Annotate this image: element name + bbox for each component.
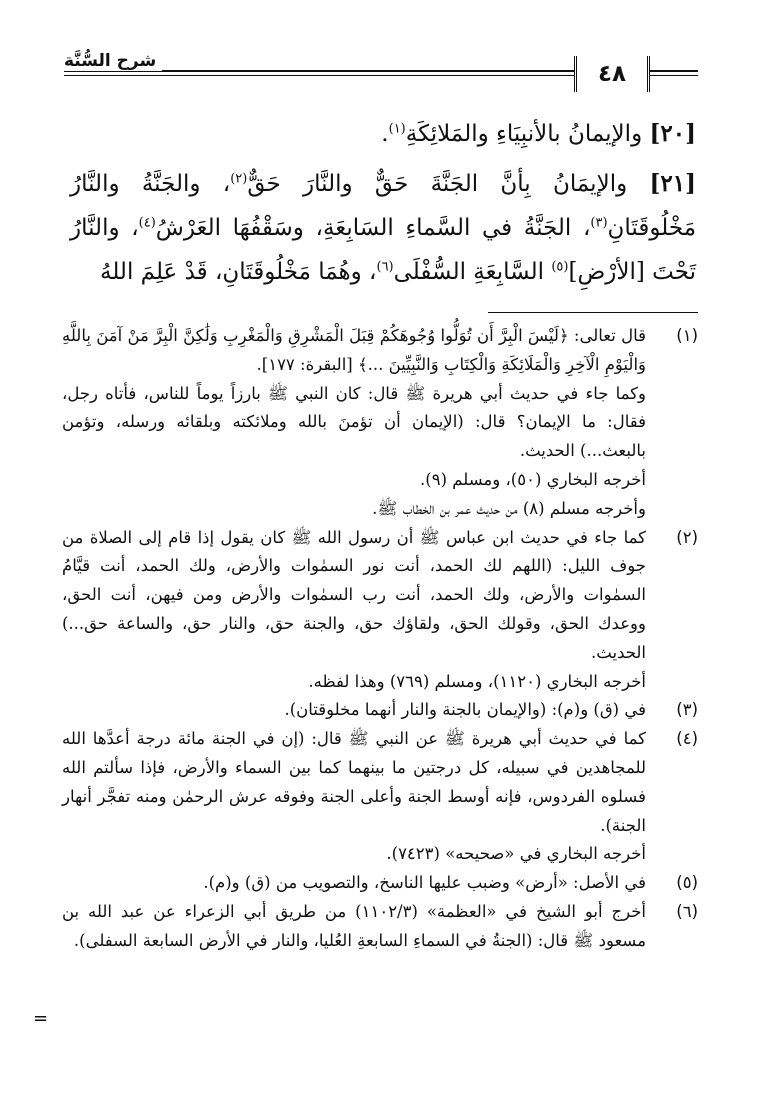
footnote-ref: (٢) — [230, 171, 248, 187]
footnote-body — [62, 898, 646, 956]
footnote-body — [62, 869, 646, 898]
footnote — [62, 869, 698, 898]
footnote — [62, 725, 698, 869]
footnote-ref: (٤) — [138, 215, 156, 231]
paragraph-text: ، الجَنَّةُ في السَّماءِ السَابِعَةِ، وسَقْفُهَا العَرْشُ — [155, 215, 591, 241]
footnote-number: (٢) — [676, 527, 698, 547]
footnote-ref: (٣) — [590, 215, 608, 231]
footnote-body — [62, 725, 646, 869]
footnote-line: وكما جاء في حديث أبي هريرة ﷺ قال: كان النبي ﷺ بارزاً يوماً للناس، فأتاه رجل، فقال: ما الإيمان؟ قال: (الإيمان أن تؤمنَ بالله وملائكته وبلقائه ورسله، وتؤمن بالبعث...) الحديث. — [62, 383, 646, 461]
footnote-number: (٤) — [676, 729, 698, 749]
paragraph-text: السَّابِعَةِ السُّفْلَى — [393, 259, 552, 285]
footnote-number: (٥) — [676, 873, 698, 893]
footnote-body — [62, 696, 646, 725]
paragraph-text: ، والنَّارُ تَحْتَ [الأرْضِ] — [70, 215, 696, 285]
footnote-body — [62, 322, 646, 524]
footnote — [62, 322, 698, 524]
paragraph-number: [٢١] — [649, 170, 696, 197]
footnote-ref: (١) — [388, 121, 406, 137]
footnote-number: (٣) — [676, 700, 698, 720]
paragraph-number: [٢٠] — [649, 120, 696, 147]
footnote-line: في (ق) و(م): (والإيمان بالجنة والنار أنهما مخلوقتان). — [284, 700, 646, 720]
footnote-number: (٦) — [676, 901, 698, 921]
footnote-body — [62, 524, 646, 697]
footnote-line: أخرجه البخاري (٥٠)، ومسلم (٩). — [420, 469, 646, 489]
paragraph-text: والإيمَانُ بِأنَّ الجَنَّةَ حَقٌّ والنَّارَ حَقٌّ — [247, 171, 628, 197]
footnote — [62, 524, 698, 697]
footnote-line: كما في حديث أبي هريرة ﷺ عن النبي ﷺ قال: (إن في الجنة مائة درجة أعدَّها الله للمجاهدين في سبيله، كل درجتين ما بينهما كما بين السماء والأرض، فإذا سألتم الله فسلوه الفردوس، فإنه أوسط الجنة وأعلى الجنة وفوقه عرش الرحمٰن ومنه تفجَّر أنهار الجنة). — [62, 729, 646, 835]
footnote-line: وأخرجه مسلم (٨) من حديث عمر بن الخطاب ﷺ. — [372, 498, 646, 518]
page-header — [64, 51, 698, 98]
running-title: شرح السُّنَّة — [64, 51, 162, 71]
paragraph-text: والإيمانُ بالأنبِيَاءِ والمَلائِكَةِ — [405, 121, 643, 147]
footnote-line: قال تعالى: ﴿لَيْسَ الْبِرَّ أَن تُوَلُّوا وُجُوهَكُمْ قِبَلَ الْمَشْرِقِ وَالْمَغْرِبِ وَلَٰكِنَّ الْبِرَّ مَنْ آمَنَ بِاللَّهِ وَالْيَوْمِ الْآخِرِ وَالْمَلَائِكَةِ وَالْكِتَابِ وَالنَّبِيِّينَ ...﴾ [البقرة: ١٧٧]. — [62, 326, 646, 374]
page-number: ٤٨ — [574, 56, 650, 92]
footnote-line: أخرجه البخاري (١١٢٠)، ومسلم (٧٦٩) وهذا لفظه. — [308, 671, 646, 691]
footnote-ref: (٦) — [376, 259, 394, 275]
continuation-mark: = — [33, 1008, 49, 1029]
footnotes — [62, 322, 698, 956]
footnote — [62, 696, 698, 725]
main-text — [70, 112, 696, 294]
footnote-ref: (٥) — [551, 259, 569, 275]
paragraph-21 — [70, 162, 696, 294]
footnote-line: كما جاء في حديث ابن عباس ﷺ أن رسول الله ﷺ كان يقول إذا قام إلى الصلاة من جوف الليل: (اللهم لك الحمد، أنت نور السمٰوات والأرض، ولك الحمد، أنت قيَّامُ السمٰوات والأرض، ولك الحمد، أنت رب السمٰوات والأرض ومن فيهن، أنت الحق، ووعدك الحق، وقولك الحق، ولقاؤك حق، والجنة حق، والنار حق، والساعة حق...) الحديث. — [62, 527, 646, 662]
footnote — [62, 898, 698, 956]
paragraph-20: [٢٠] والإيمانُ بالأنبِيَاءِ والمَلائِكَةِ$^{(١)}$. — [381, 120, 696, 147]
footnote-line: في الأصل: «أرض» وضبب عليها الناسخ، والتصويب من (ق) و(م). — [203, 873, 646, 893]
footnote-line: أخرج أبو الشيخ في «العظمة» (١١٠٢/٣) من طريق أبي الزعراء عن عبد الله بن مسعود ﷺ قال: (الجنةُ في السماءِ السابعةِ العُليا، والنار في الأرض السابعة السفلى). — [62, 901, 646, 950]
paragraph-text: ، والجَنَّةُ والنَّارُ مَخْلُوقَتَانِ — [70, 171, 697, 241]
footnote-number: (١) — [676, 326, 698, 345]
footnote-line: أخرجه البخاري في «صحيحه» (٧٤٢٣). — [386, 844, 646, 864]
paragraph-text: ، وهُمَا مَخْلُوقَتَانِ، قَدْ عَلِمَ اللهُ — [99, 259, 377, 285]
footnote-divider — [488, 312, 698, 313]
